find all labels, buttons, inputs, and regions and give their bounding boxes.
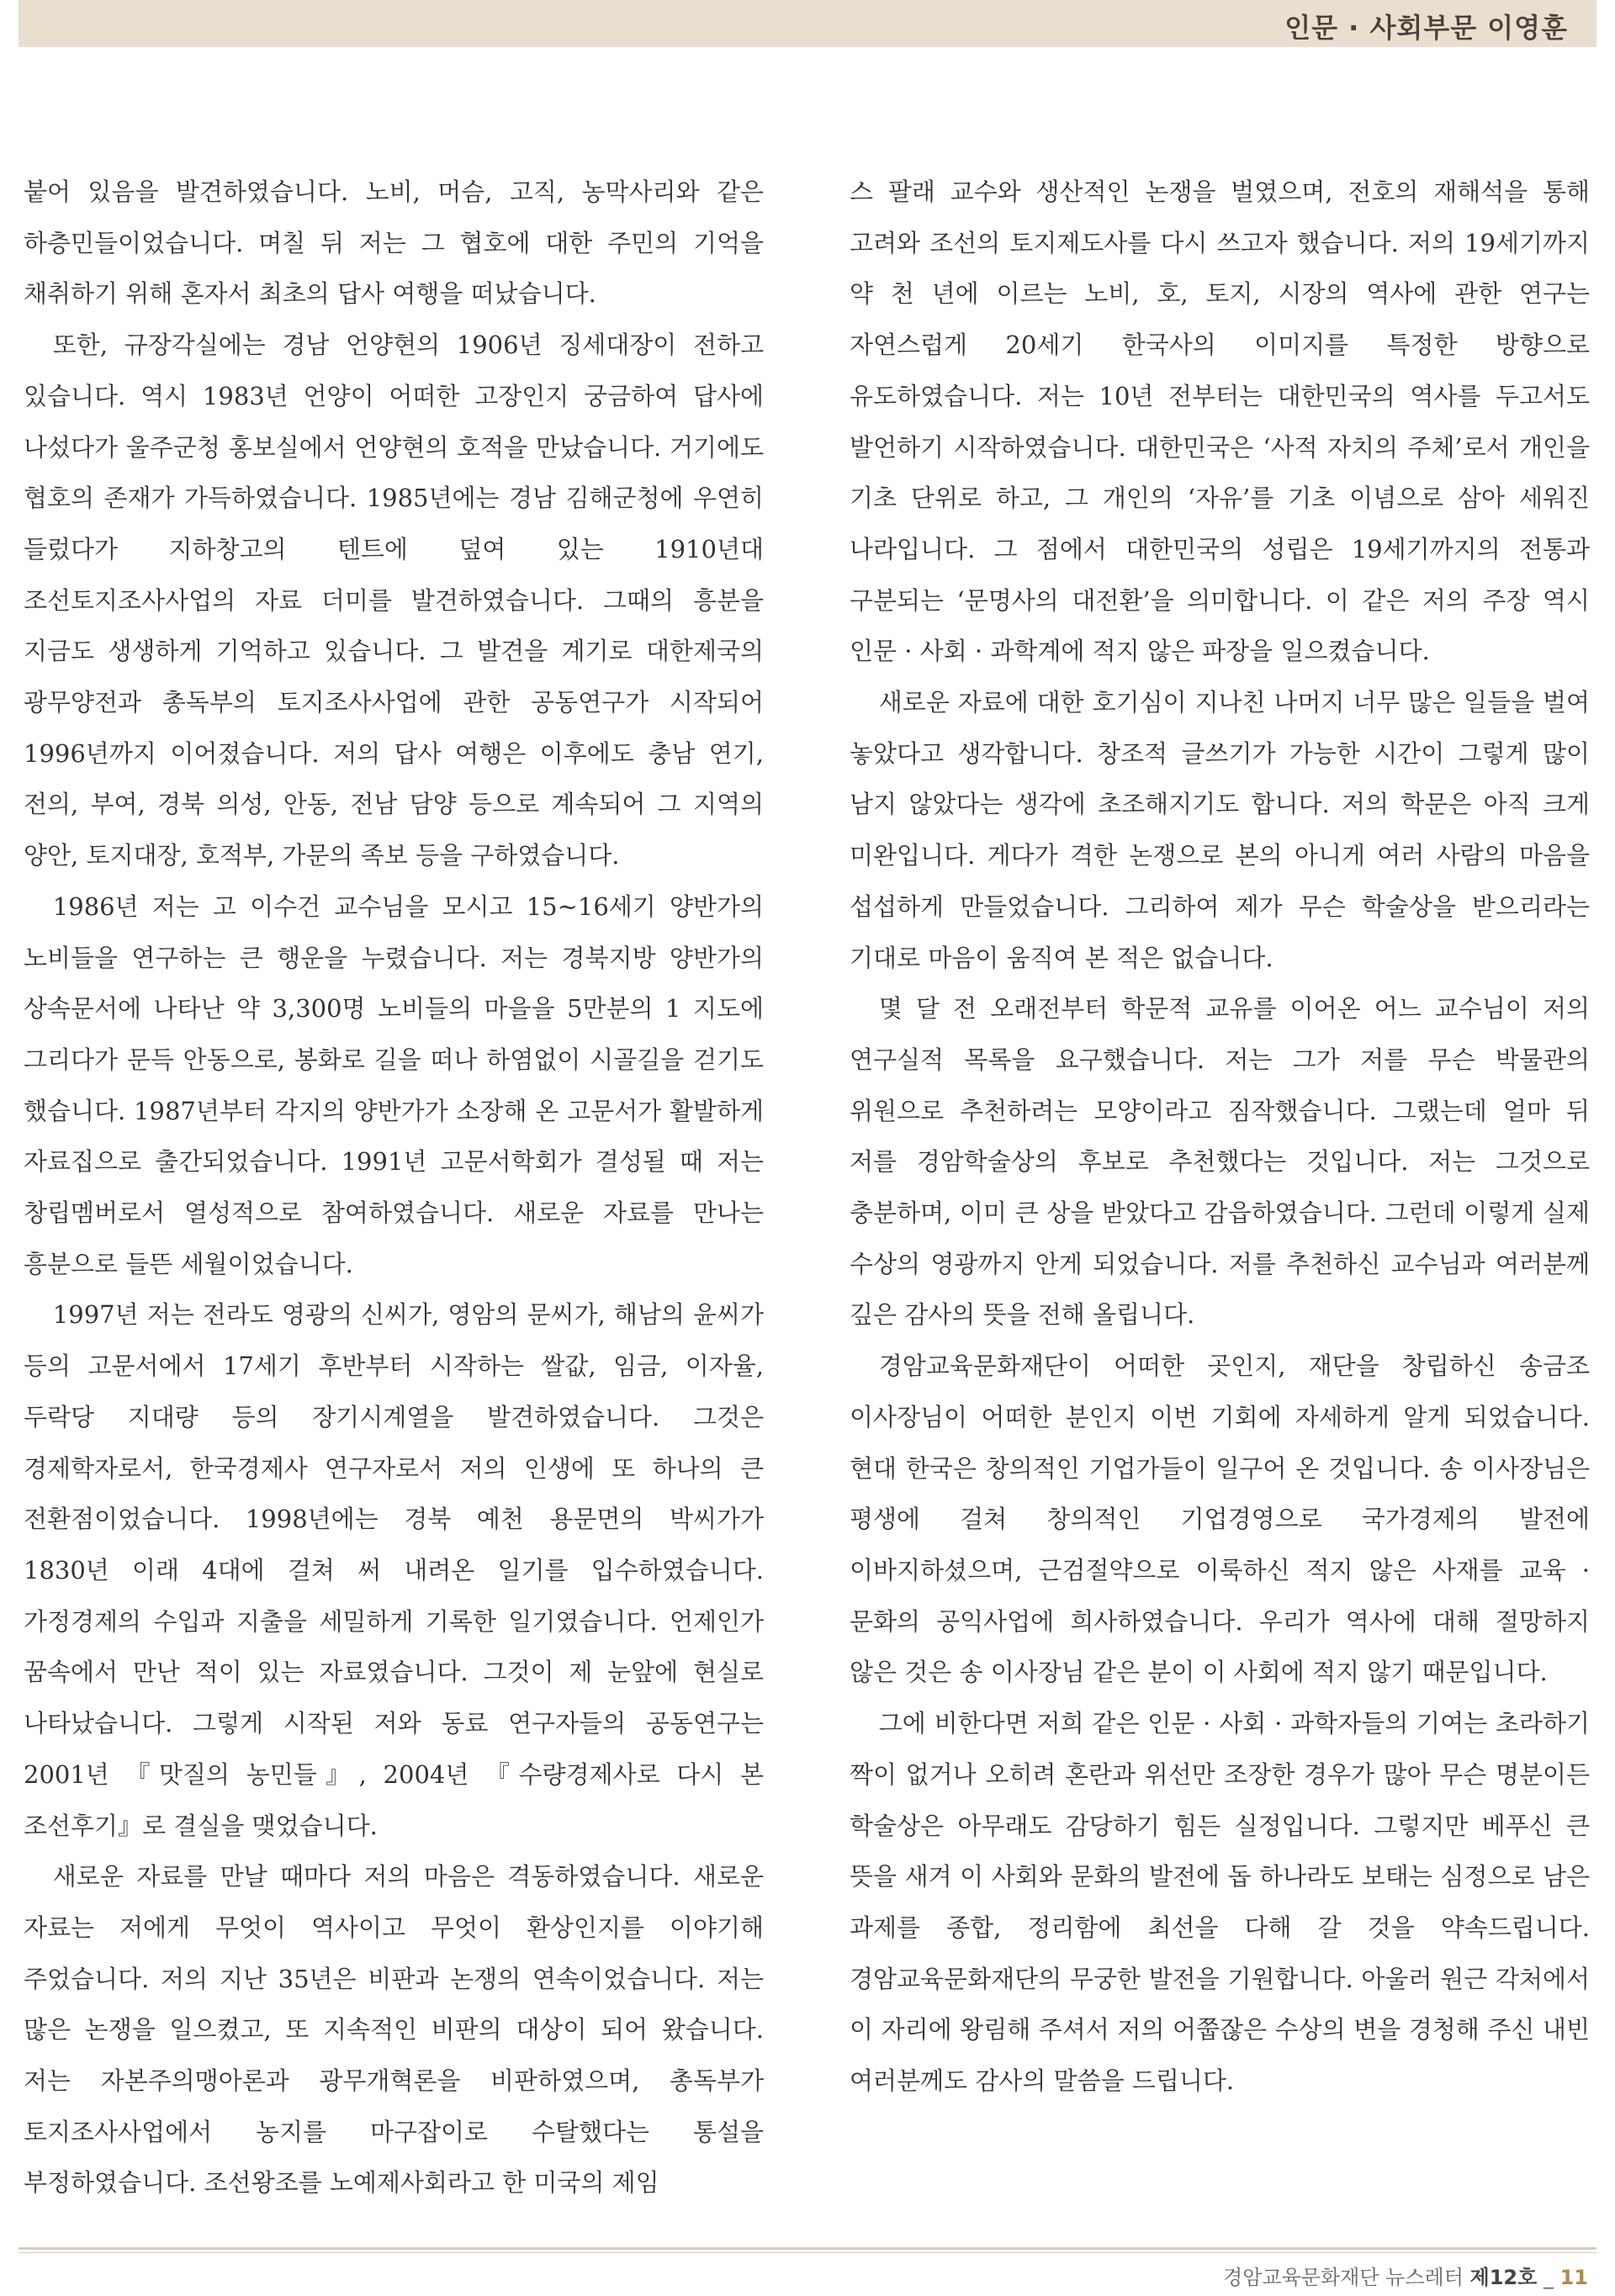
paragraph: 그에 비한다면 저희 같은 인문 · 사회 · 과학자들의 기여는 초라하기 짝이 없거나 오히려 혼란과 위선만 조장한 경우가 많아 무슨 명분이든 학술상은 아무래도 감당하기 힘든 실정입니다. 그렇지만 베푸신 큰 뜻을 새겨 이 사회와 문화의 발전에 돕 하나라도 보태는 심정으로 남은 과제를 종합, 정리함에 최선을 다해 갈 것을 약속드립니다. 경암교육문화재단의 무궁한 발전을 기원합니다. 아울러 원근 각처에서 이 자리에 왕림해 주셔서 저의 어쭙잖은 수상의 변을 경청해 주신 내빈 여러분께도 감사의 말씀을 드립니다. [850, 1709, 1590, 2096]
footer-separator: _ [1543, 2266, 1554, 2289]
section-title: 인문 · 사회부문 이영훈 [1284, 12, 1568, 44]
header-band [19, 0, 1596, 47]
publication-name: 경암교육문화재단 뉴스레터 [1223, 2266, 1464, 2289]
paragraph: 몇 달 전 오래전부터 학문적 교유를 이어온 어느 교수님이 저의 연구실적 목록을 요구했습니다. 저는 그가 저를 무슨 박물관의 위원으로 추천하려는 모양이라고 짐작했습니다. 그랬는데 얼마 뒤 저를 경암학술상의 후보로 추천했다는 것입니다. 저는 그것으로 충분하며, 이미 큰 상을 받았다고 감읍하였습니다. 그런데 이렇게 실제 수상의 영광까지 안게 되었습니다. 저를 추천하신 교수님과 여러분께 깊은 감사의 뜻을 전해 올립니다. [850, 994, 1590, 1330]
footer [1223, 2261, 1588, 2290]
paragraph: 1986년 저는 고 이수건 교수님을 모시고 15~16세기 양반가의 노비들을 연구하는 큰 행운을 누렸습니다. 저는 경북지방 양반가의 상속문서에 나타난 약 3,300명 노비들의 마을을 5만분의 1 지도에 그리다가 문득 안동으로, 봉화로 길을 떠나 하염없이 시골길을 걷기도 했습니다. 1987년부터 각지의 양반가가 소장해 온 고문서가 활발하게 자료집으로 출간되었습니다. 1991년 고문서학회가 결성될 때 저는 창립멤버로서 열성적으로 참여하였습니다. 새로운 자료를 만나는 흥분으로 들뜬 세월이었습니다. [24, 891, 764, 1278]
right-column [850, 167, 1590, 2107]
paragraph: 경암교육문화재단이 어떠한 곳인지, 재단을 창립하신 송금조 이사장님이 어떠한 분인지 이번 기회에 자세하게 알게 되었습니다. 현대 한국은 창의적인 기업가들이 일구어 온 것입니다. 송 이사장님은 평생에 걸쳐 창의적인 기업경영으로 국가경제의 발전에 이바지하셨으며, 근검절약으로 이룩하신 적지 않은 사재를 교육 · 문화의 공익사업에 희사하였습니다. 우리가 역사에 대해 절망하지 않은 것은 송 이사장님 같은 분이 이 사회에 적지 않기 때문입니다. [850, 1352, 1590, 1687]
page-number: 11 [1559, 2266, 1588, 2289]
paragraph: 1997년 저는 전라도 영광의 신씨가, 영암의 문씨가, 해남의 윤씨가 등의 고문서에서 17세기 후반부터 시작하는 쌀값, 임금, 이자율, 두락당 지대량 등의 장기시계열을 발견하였습니다. 그것은 경제학자로서, 한국경제사 연구자로서 저의 인생에 또 하나의 큰 전환점이었습니다. 1998년에는 경북 예천 용문면의 박씨가가 1830년 이래 4대에 걸쳐 써 내려온 일기를 입수하였습니다. 가정경제의 수입과 지출을 세밀하게 기록한 일기였습니다. 언제인가 꿈속에서 만난 적이 있는 자료였습니다. 그것이 제 눈앞에 현실로 나타났습니다. 그렇게 시작된 저와 동료 연구자들의 공동연구는 2001년 『맛질의 농민들』, 2004년 『수량경제사로 다시 본 조선후기』로 결실을 맺었습니다. [24, 1300, 764, 1840]
footer-divider [19, 2247, 1596, 2250]
paragraph: 새로운 자료에 대한 호기심이 지나친 나머지 너무 많은 일들을 벌여 놓았다고 생각합니다. 창조적 글쓰기가 가능한 시간이 그렇게 많이 남지 않았다는 생각에 초조해지기도 합니다. 저의 학문은 아직 크게 미완입니다. 게다가 격한 논쟁으로 본의 아니게 여러 사람의 마음을 섭섭하게 만들었습니다. 그리하여 제가 무슨 학술상을 받으리라는 기대로 마음이 움직여 본 적은 없습니다. [850, 688, 1590, 972]
left-column [24, 167, 764, 2209]
paragraph: 새로운 자료를 만날 때마다 저의 마음은 격동하였습니다. 새로운 자료는 저에게 무엇이 역사이고 무엇이 환상인지를 이야기해 주었습니다. 저의 지난 35년은 비판과 논쟁의 연속이었습니다. 저는 많은 논쟁을 일으켰고, 또 지속적인 비판의 대상이 되어 왔습니다. 저는 자본주의맹아론과 광무개혁론을 비판하였으며, 총독부가 토지조사사업에서 농지를 마구잡이로 수탈했다는 통설을 부정하였습니다. 조선왕조를 노예제사회라고 한 미국의 제임 [24, 1862, 764, 2198]
paragraph: 스 팔래 교수와 생산적인 논쟁을 벌였으며, 전호의 재해석을 통해 고려와 조선의 토지제도사를 다시 쓰고자 했습니다. 저의 19세기까지 약 천 년에 이르는 노비, 호, 토지, 시장의 역사에 관한 연구는 자연스럽게 20세기 한국사의 이미지를 특정한 방향으로 유도하였습니다. 저는 10년 전부터는 대한민국의 역사를 두고서도 발언하기 시작하였습니다. 대한민국은 ‘사적 자치의 주체’로서 개인을 기초 단위로 하고, 그 개인의 ‘자유’를 기초 이념으로 삼아 세워진 나라입니다. 그 점에서 대한민국의 성립은 19세기까지의 전통과 구분되는 ‘문명사의 대전환’을 의미합니다. 이 같은 저의 주장 역시 인문 · 사회 · 과학계에 적지 않은 파장을 일으켰습니다. [850, 177, 1590, 666]
footer-divider-thin [19, 2252, 1596, 2253]
paragraph: 또한, 규장각실에는 경남 언양현의 1906년 징세대장이 전하고 있습니다. 역시 1983년 언양이 어떠한 고장인지 궁금하여 답사에 나섰다가 울주군청 홍보실에서 언양현의 호적을 만났습니다. 거기에도 협호의 존재가 가득하였습니다. 1985년에는 경남 김해군청에 우연히 들렀다가 지하창고의 텐트에 덮여 있는 1910년대 조선토지조사사업의 자료 더미를 발견하였습니다. 그때의 흥분을 지금도 생생하게 기억하고 있습니다. 그 발견을 계기로 대한제국의 광무양전과 총독부의 토지조사사업에 관한 공동연구가 시작되어 1996년까지 이어졌습니다. 저의 답사 여행은 이후에도 충남 연기, 전의, 부여, 경북 의성, 안동, 전남 담양 등으로 계속되어 그 지역의 양안, 토지대장, 호적부, 가문의 족보 등을 구하였습니다. [24, 331, 764, 870]
issue-number: 제12호 [1469, 2266, 1538, 2289]
paragraph: 붙어 있음을 발견하였습니다. 노비, 머슴, 고직, 농막사리와 같은 하층민들이었습니다. 며칠 뒤 저는 그 협호에 대한 주민의 기억을 채취하기 위해 혼자서 최초의 답사 여행을 떠났습니다. [24, 177, 764, 309]
